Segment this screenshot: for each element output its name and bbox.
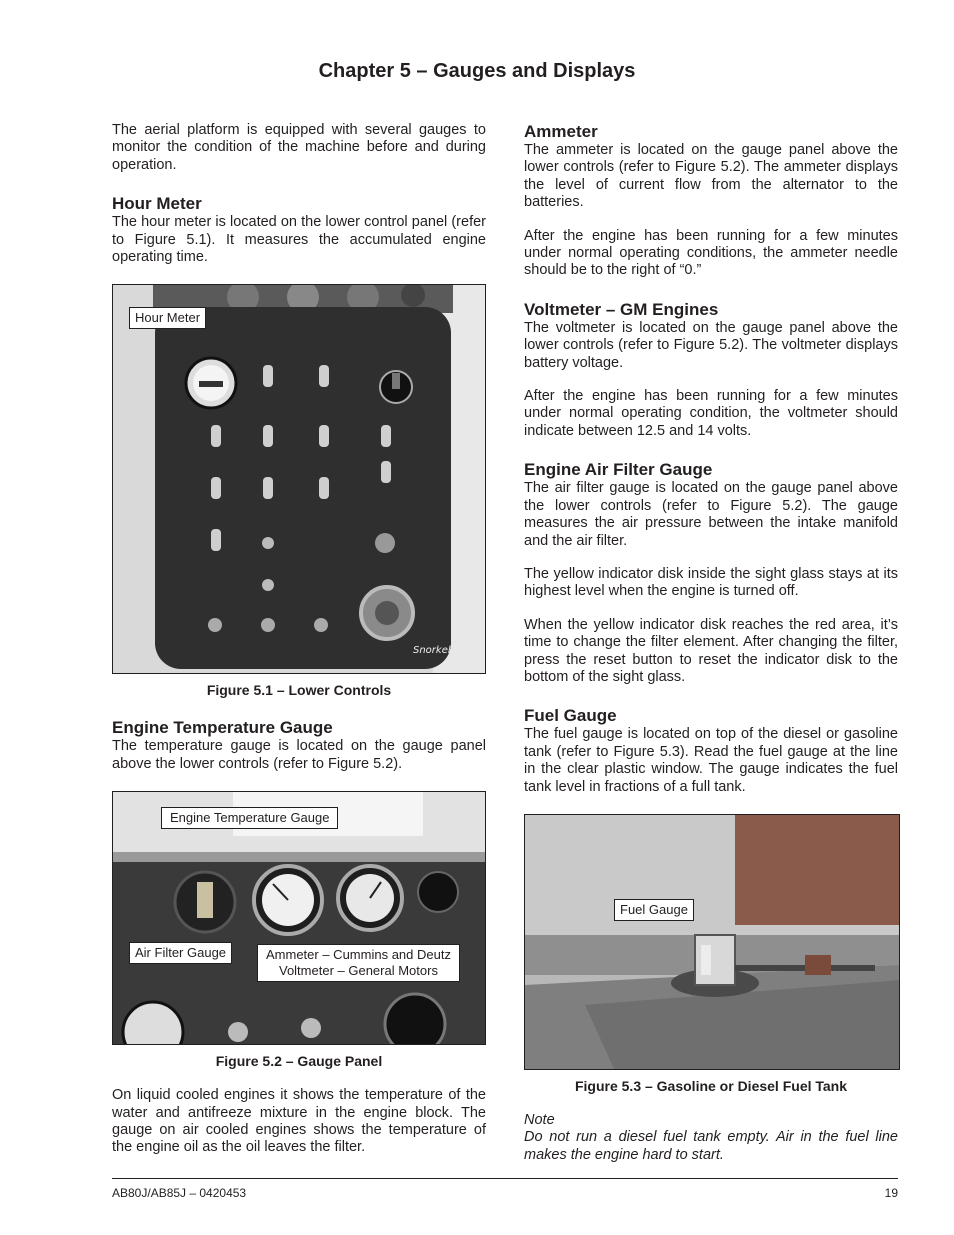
- air-filter-paragraph-2: The yellow indicator disk inside the sight glass stays at its highest level when the engine is turned off.: [524, 565, 898, 600]
- ammeter-paragraph-2: After the engine has been running for a few minutes under normal operating conditions, the ammeter needle should be to the right of “0.”: [524, 227, 898, 279]
- footer-document-id: AB80J/AB85J – 0420453: [112, 1186, 247, 1200]
- page-number: 19: [884, 1186, 898, 1200]
- hour-meter-paragraph: The hour meter is located on the lower control panel (refer to Figure 5.1). It measures the accumulated engine operating time.: [112, 214, 486, 266]
- engine-temp-paragraph: The temperature gauge is located on the gauge panel above the lower controls (refer to Figure 5.2).: [112, 738, 486, 772]
- voltmeter-heading: Voltmeter – GM Engines: [524, 299, 719, 319]
- air-filter-paragraph-3: When the yellow indicator disk reaches the red area, it’s time to change the filter element. After changing the filter, press the reset button to reset the indicator disk to the bottom of the sight glass.: [524, 616, 898, 685]
- figure-5-1-lower-controls: [112, 284, 486, 674]
- voltmeter-paragraph-1: The voltmeter is located on the gauge panel above the lower controls (refer to Figure 5.2). The voltmeter displays battery voltage.: [524, 319, 898, 371]
- lower-controls-photo: [113, 285, 486, 674]
- engine-temp-callout: Engine Temperature Gauge: [161, 807, 338, 829]
- hour-meter-callout: Hour Meter: [129, 307, 206, 329]
- figure-5-3-fuel-tank: [524, 814, 900, 1070]
- fuel-gauge-heading: Fuel Gauge: [524, 706, 617, 726]
- right-column: [524, 122, 898, 1164]
- ammeter-voltmeter-callout: [257, 944, 460, 982]
- ammeter-paragraph-1: The ammeter is located on the gauge panel above the lower controls (refer to Figure 5.2). The ammeter displays the level of current flow from the alternator to the batteries.: [524, 142, 898, 211]
- hour-meter-heading: Hour Meter: [112, 194, 202, 214]
- liquid-cooled-paragraph: On liquid cooled engines it shows the temperature of the water and antifreeze mixture in the engine block. The gauge on air cooled engines shows the temperature of the engine oil as the oil leaves the filter.: [112, 1087, 486, 1156]
- gauge-panel-photo: [113, 792, 486, 1045]
- fuel-gauge-callout: Fuel Gauge: [614, 899, 694, 921]
- air-filter-paragraph-1: The air filter gauge is located on the gauge panel above the lower controls (refer to Figure 5.2). The gauge measures the air pressure between the intake manifold and the air filter.: [524, 480, 898, 549]
- figure-5-2-gauge-panel: [112, 791, 486, 1045]
- ammeter-heading: Ammeter: [524, 122, 598, 141]
- ammeter-callout-line2: Voltmeter – General Motors: [278, 963, 438, 979]
- ammeter-callout-line1: Ammeter – Cummins and Deutz: [266, 947, 451, 963]
- intro-paragraph: The aerial platform is equipped with several gauges to monitor the condition of the machine before and during operation.: [112, 122, 486, 173]
- fuel-tank-photo: [525, 815, 900, 1070]
- footer-divider: [112, 1178, 898, 1179]
- note-label: Note: [524, 1111, 555, 1128]
- chapter-title: Chapter 5 – Gauges and Displays: [318, 60, 636, 82]
- air-filter-heading: Engine Air Filter Gauge: [524, 460, 713, 480]
- left-column: [112, 122, 486, 1157]
- figure-5-2-caption: Figure 5.2 – Gauge Panel: [215, 1053, 383, 1070]
- engine-temp-heading: Engine Temperature Gauge: [112, 718, 333, 738]
- fuel-gauge-paragraph: The fuel gauge is located on top of the diesel or gasoline tank (refer to Figure 5.3). Read the fuel gauge at the line in the clear plastic window. The gauge indicates the fuel tank level in fractions of a full tank.: [524, 726, 898, 795]
- voltmeter-paragraph-2: After the engine has been running for a few minutes under normal operating condition, the voltmeter should indicate between 12.5 and 14 volts.: [524, 388, 898, 439]
- figure-5-3-caption: Figure 5.3 – Gasoline or Diesel Fuel Tank: [574, 1077, 848, 1094]
- air-filter-callout: Air Filter Gauge: [129, 942, 232, 964]
- svg-text:Snorkel: Snorkel: [413, 645, 451, 657]
- figure-5-1-caption: Figure 5.1 – Lower Controls: [206, 682, 392, 699]
- note-text: Do not run a diesel fuel tank empty. Air in the fuel line makes the engine hard to start.: [524, 1129, 898, 1163]
